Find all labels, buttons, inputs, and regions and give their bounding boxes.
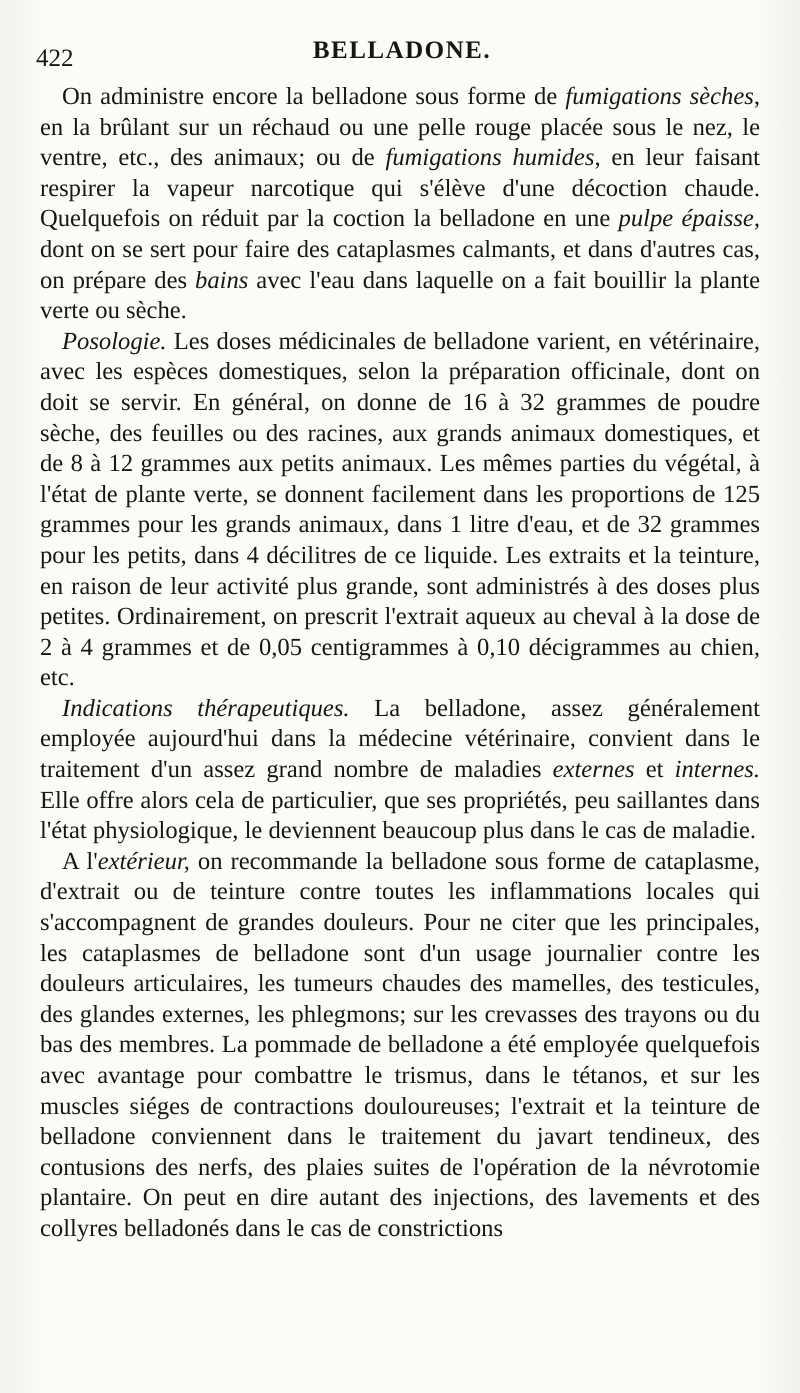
text-segment: La belladone, assez généralement employée aujourd'hui dans la médecine vétérinaire, convient dans le traitement d'un assez grand nombre de maladies bbox=[40, 694, 760, 784]
paragraph-exterieur bbox=[40, 847, 760, 1245]
italic-term: extérieur, bbox=[97, 847, 190, 875]
text-segment: on recommande la belladone sous forme de cataplasme, d'extrait ou de teinture contre toutes les inflammations locales qui s'accompagnent de grandes douleurs. Pour ne citer que les principales, les cataplasmes de belladone sont d'un usage journalier contre les douleurs articulaires, les tumeurs chaudes des mamelles, des testicules, des glandes externes, les phlegmons; sur les crevasses des trayons ou du bas des membres. La pommade de belladone a été employée quelquefois avec avantage pour combattre le trismus, dans le tétanos, et sur les muscles siéges de contractions douloureuses; l'extrait et la teinture de belladone conviennent dans le traitement du javart tendineux, des contusions des nerfs, des plaies suites de l'opération de la névrotomie plantaire. On peut en dire autant des injections, des lavements et des collyres belladonés dans le cas de constrictions bbox=[40, 847, 760, 1242]
section-heading-inline: Indications thérapeutiques. bbox=[62, 694, 350, 722]
text-segment: On administre encore la belladone sous forme de bbox=[62, 83, 566, 110]
text-segment: et bbox=[634, 756, 675, 784]
body-text bbox=[40, 82, 760, 1245]
page-header bbox=[36, 36, 768, 76]
text-segment: Elle offre alors cela de particulier, que ses propriétés, peu saillantes dans l'état physiologique, le deviennent beaucoup plus dans le cas de maladie. bbox=[40, 786, 760, 845]
italic-term: fumigations humides bbox=[385, 144, 595, 172]
italic-term: fumigations sèches bbox=[565, 83, 754, 110]
text-segment: avec l'eau dans laquelle on a fait bouillir la plante verte ou sèche. bbox=[40, 266, 760, 325]
paragraph-fumigations bbox=[40, 82, 760, 327]
italic-term: externes bbox=[552, 756, 635, 784]
text-segment: Les doses médicinales de belladone varient, en vétérinaire, avec les espèces domestiques, selon la préparation officinale, dont on doit se servir. En général, on donne de 16 à 32 grammes de poudre sèche, des feuilles ou des racines, aux grands animaux domestiques, et de 8 à 12 grammes aux petits animaux. Les mêmes parties du végétal, à l'état de plante verte, se donnent facilement dans les proportions de 125 grammes pour les grands animaux, dans 1 litre d'eau, et de 32 grammes pour les petits, dans 4 décilitres de ce liquide. Les extraits et la teinture, en raison de leur activité plus grande, sont administrés à des doses plus petites. Ordinairement, on prescrit l'extrait aqueux au cheval à la dose de 2 à 4 grammes et de 0,05 centigrammes à 0,10 décigrammes au chien, etc. bbox=[40, 327, 760, 692]
italic-term: bains bbox=[195, 266, 249, 294]
text-segment: A l' bbox=[62, 847, 98, 875]
text-segment: , en la brûlant sur un réchaud ou une pelle rouge placée sous le nez, le ventre, etc., des animaux; ou de bbox=[40, 83, 761, 172]
italic-term: pulpe épaisse, bbox=[618, 205, 760, 233]
italic-term: internes. bbox=[674, 756, 760, 784]
section-heading-inline: Posologie. bbox=[62, 327, 167, 355]
page-number: 422 bbox=[36, 45, 74, 72]
paragraph-posologie bbox=[40, 327, 760, 694]
text-segment: , en leur faisant respirer la vapeur narcotique qui s'élève d'une décoction chaude. Quelquefois on réduit par la coction la belladone en une bbox=[40, 144, 760, 233]
text-segment: dont on se sert pour faire des cataplasmes calmants, et dans d'autres cas, on prépare des bbox=[40, 235, 760, 294]
running-title: BELLADONE. bbox=[312, 37, 492, 64]
paragraph-indications bbox=[40, 694, 760, 847]
